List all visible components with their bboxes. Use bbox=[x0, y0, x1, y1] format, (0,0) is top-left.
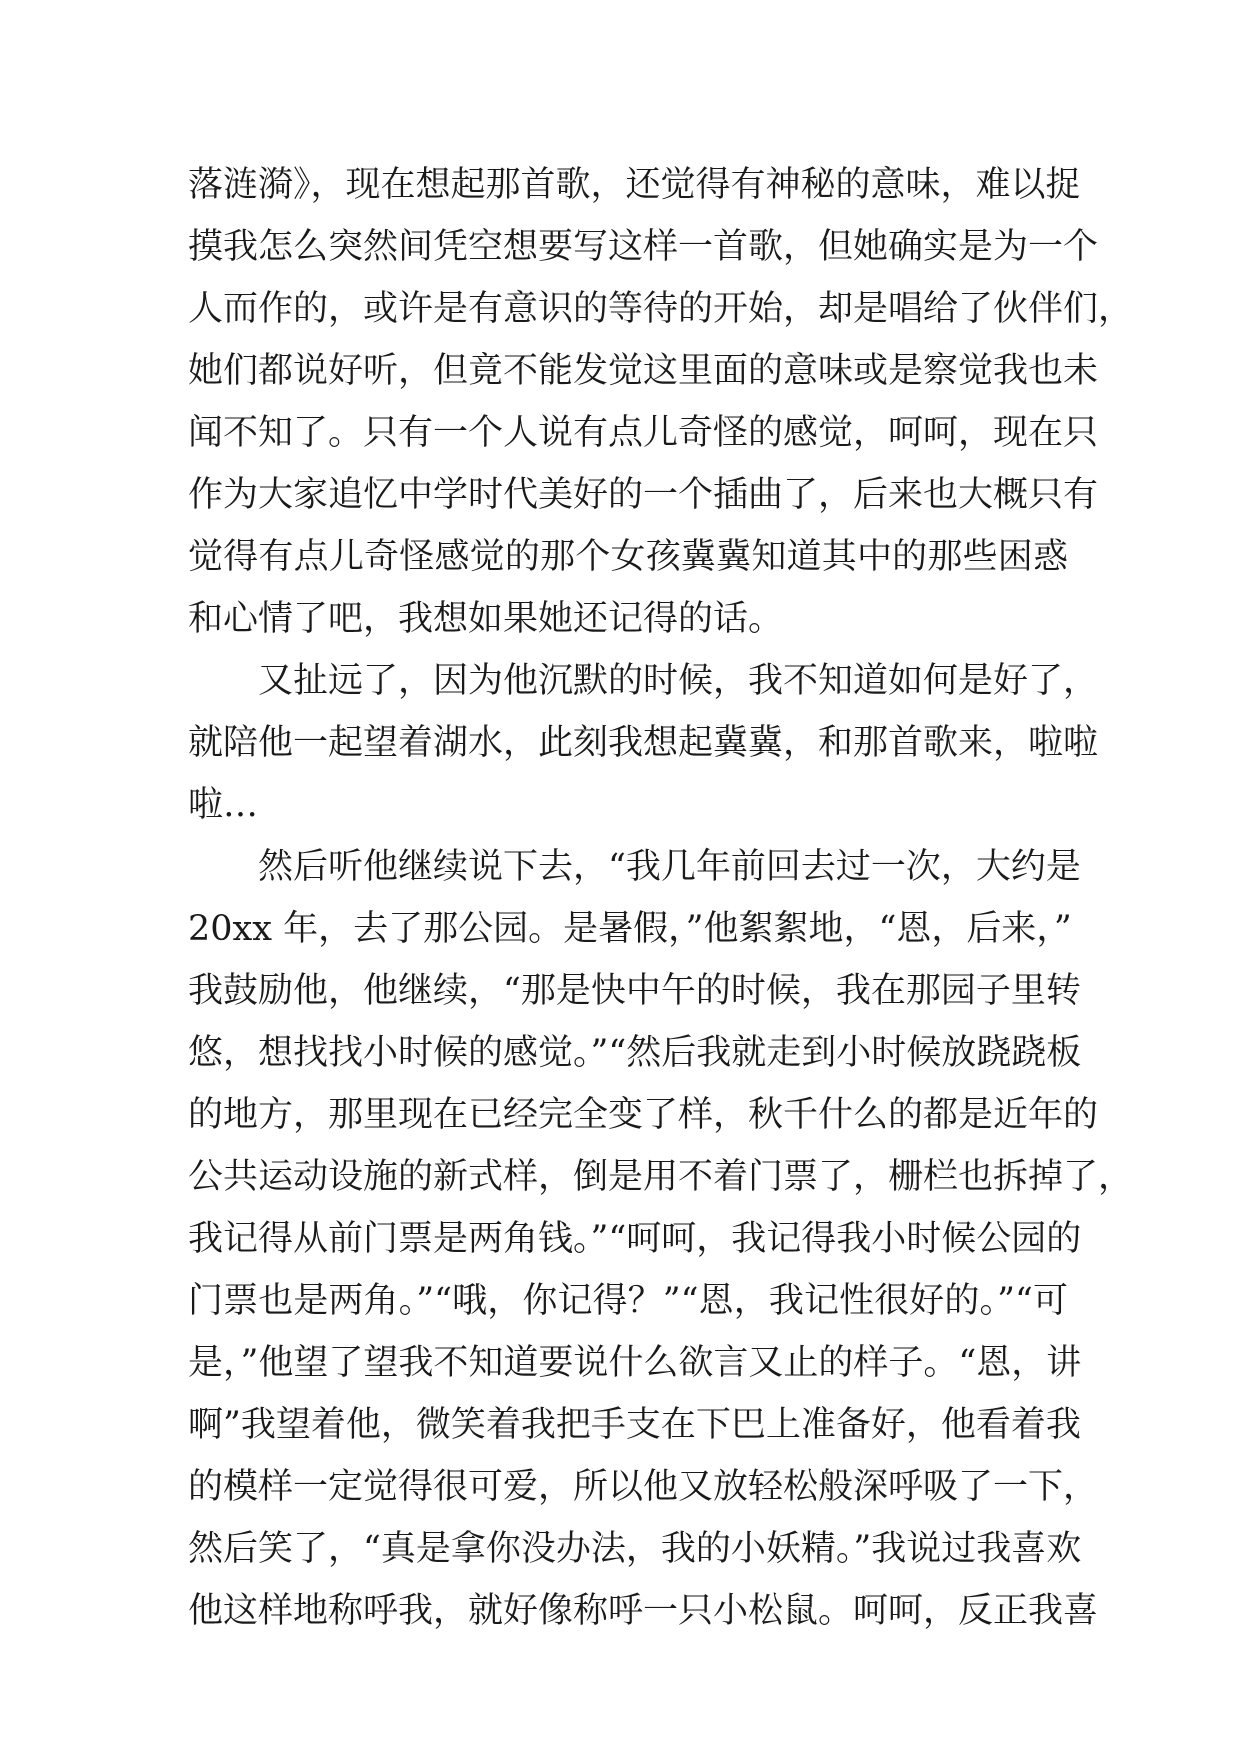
text-line: 落涟漪》，现在想起那首歌，还觉得有神秘的意味，难以捉 bbox=[188, 165, 1081, 205]
text-line: 然后笑了，“真是拿你没办法，我的小妖精。”我说过我喜欢 bbox=[188, 1529, 1082, 1569]
text-line: 就陪他一起望着湖水，此刻我想起冀冀，和那首歌来，啦啦 bbox=[188, 723, 1099, 763]
text-line: 是，”他望了望我不知道要说什么欲言又止的样子。“恩，讲 bbox=[188, 1343, 1082, 1383]
body-text bbox=[188, 154, 1134, 1642]
text-line: 公共运动设施的新式样，倒是用不着门票了，栅栏也拆掉了， bbox=[188, 1157, 1134, 1197]
text-line: 的地方，那里现在已经完全变了样，秋千什么的都是近年的 bbox=[188, 1095, 1099, 1135]
text-line: 觉得有点儿奇怪感觉的那个女孩冀冀知道其中的那些困惑 bbox=[188, 537, 1068, 577]
text-line: 他这样地称呼我，就好像称呼一只小松鼠。呵呵，反正我喜 bbox=[188, 1591, 1099, 1631]
paragraph-2 bbox=[188, 650, 1099, 836]
text-line: 悠，想找找小时候的感觉。”“然后我就走到小时候放跷跷板 bbox=[188, 1033, 1082, 1073]
text-line: 人而作的，或许是有意识的等待的开始，却是唱给了伙伴们， bbox=[188, 289, 1134, 329]
text-line: 啊”我望着他，微笑着我把手支在下巴上准备好，他看着我 bbox=[188, 1405, 1081, 1445]
text-line: 和心情了吧，我想如果她还记得的话。 bbox=[188, 599, 784, 639]
paragraph-3 bbox=[188, 836, 1134, 1642]
text-line: 然后听他继续说下去，“我几年前回去过一次，大约是 bbox=[258, 847, 1081, 887]
paragraph-1 bbox=[188, 154, 1134, 650]
text-line: 的模样一定觉得很可爱，所以他又放轻松般深呼吸了一下， bbox=[188, 1467, 1099, 1507]
text-line: 门票也是两角。”“哦，你记得？”“恩，我记性很好的。”“可 bbox=[188, 1281, 1068, 1321]
text-line: 我记得从前门票是两角钱。”“呵呵，我记得我小时候公园的 bbox=[188, 1219, 1082, 1259]
text-line: 我鼓励他，他继续，“那是快中午的时候，我在那园子里转 bbox=[188, 971, 1081, 1011]
text-line: 她们都说好听，但竟不能发觉这里面的意味或是察觉我也未 bbox=[188, 351, 1099, 391]
text-line: 摸我怎么突然间凭空想要写这样一首歌，但她确实是为一个 bbox=[188, 227, 1099, 267]
text-line: 20xx 年，去了那公园。是暑假，”他絮絮地，“恩，后来，” bbox=[188, 909, 1072, 949]
text-line: 啦… bbox=[188, 785, 259, 825]
text-line: 又扯远了，因为他沉默的时候，我不知道如何是好了， bbox=[258, 661, 1099, 701]
text-line: 作为大家追忆中学时代美好的一个插曲了，后来也大概只有 bbox=[188, 475, 1099, 515]
text-line: 闻不知了。只有一个人说有点儿奇怪的感觉，呵呵，现在只 bbox=[188, 413, 1099, 453]
